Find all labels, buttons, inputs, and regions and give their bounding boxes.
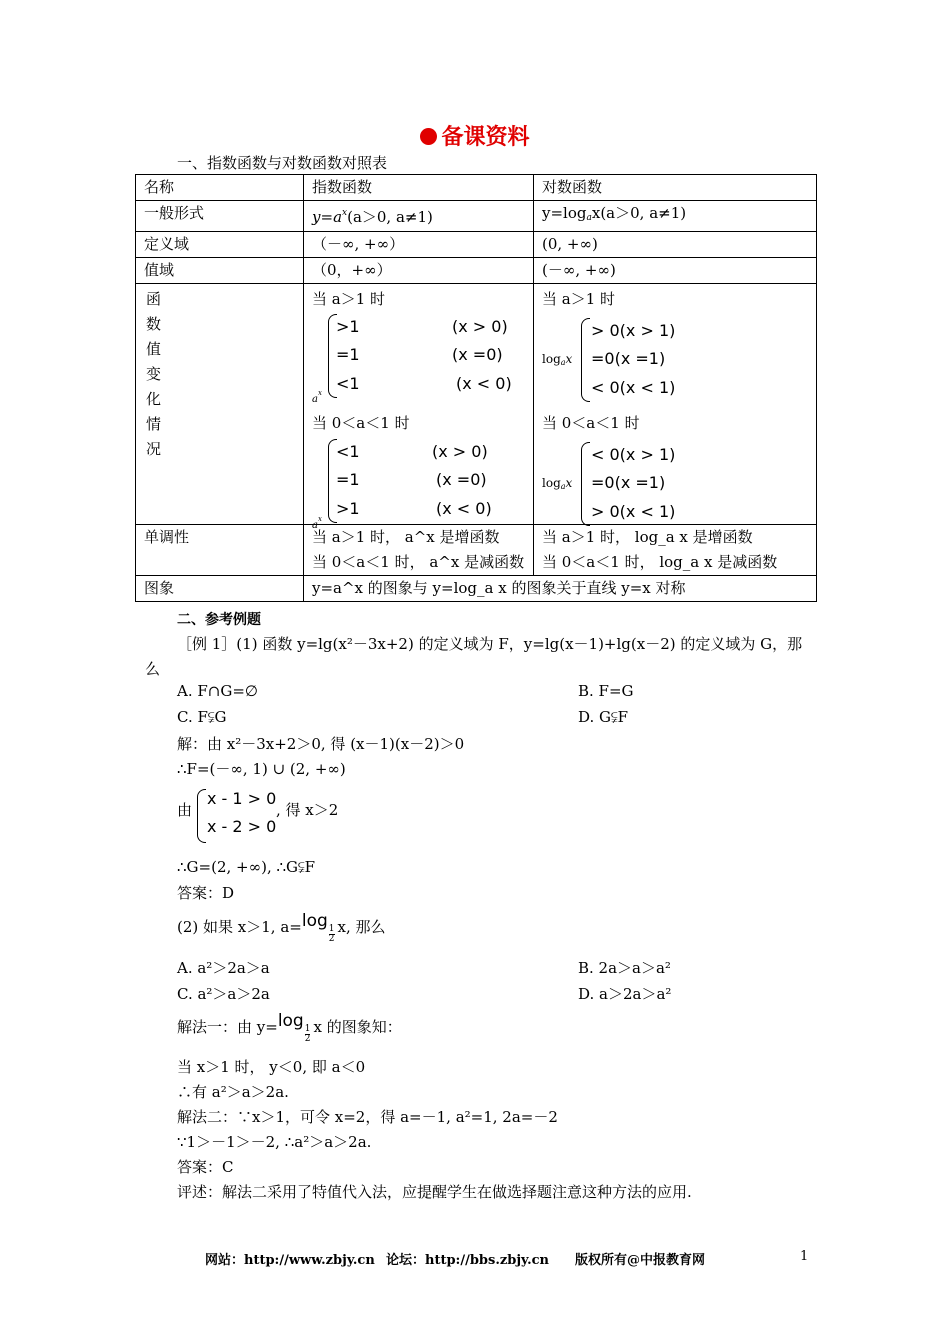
system-row: x - 2 > 0	[207, 817, 277, 836]
table-row-domain	[136, 232, 817, 258]
red-dot-icon	[420, 128, 437, 145]
case-row: =0(x =1)	[591, 473, 666, 492]
variation-char: 数	[146, 315, 162, 333]
table-row-graph	[136, 576, 817, 602]
exp-general: $y=a^x(a>0$, a≠1)	[304, 201, 534, 232]
option-b: B. F=G	[578, 682, 634, 700]
log-case2-label: 当 0＜a＜1 时	[542, 414, 640, 432]
section-1-heading: 一、指数函数与对数函数对照表	[177, 154, 388, 172]
exp-case2-label: 当 0＜a＜1 时	[312, 414, 410, 432]
table-row-mono	[136, 525, 817, 576]
mono-line: 当 0＜a＜1 时， log_a x 是减函数	[542, 553, 778, 571]
case-value: <1	[336, 374, 360, 393]
method-1-line-3: ∴有 a²＞a＞2a.	[177, 1083, 289, 1101]
solution-line-3-prefix: 由	[177, 801, 193, 819]
row-label: 图象	[136, 576, 304, 602]
variation-char: 情	[146, 415, 162, 433]
variation-char: 函	[146, 290, 162, 308]
case-cond: (x =0)	[452, 345, 503, 364]
case-row: =0(x =1)	[591, 349, 666, 368]
method-1-line-1: 解法一：由 y=log $\frac{1}{2}$ x 的图象知：	[177, 1011, 402, 1044]
page-number: 1	[800, 1249, 809, 1264]
system-row: x - 1 > 0	[207, 789, 277, 808]
log-case1-label: 当 a＞1 时	[542, 290, 616, 308]
method-1-line-2: 当 x＞1 时， y＜0, 即 a＜0	[177, 1058, 366, 1076]
exp-domain: （－∞, +∞）	[304, 232, 534, 258]
case-row: < 0(x < 1)	[591, 378, 676, 397]
fraction-half: $\frac{1}{2}$	[328, 923, 335, 944]
mono-line: 当 0＜a＜1 时， a^x 是减函数	[312, 553, 525, 571]
brace-icon	[581, 442, 590, 526]
question-2: (2) 如果 x＞1, a=log $\frac{1}{2}$ x, 那么	[177, 911, 386, 944]
footer-copyright: 版权所有@中报教育网	[575, 1253, 706, 1268]
solution-line-2: ∴F=(－∞, 1) ∪ (2, +∞)	[177, 760, 346, 778]
log-label-1: $\log_ax$	[542, 352, 573, 367]
option-c: C. F⫋G	[177, 708, 227, 726]
log-label-2: $\log_ax$	[542, 476, 573, 491]
case-value: <1	[336, 442, 360, 461]
variation-label	[136, 284, 304, 525]
solution-line-4: ∴G=(2, +∞), ∴G⫋F	[177, 858, 316, 876]
case-row: < 0(x > 1)	[591, 445, 676, 464]
header-name: 名称	[136, 175, 304, 201]
table-header-row	[136, 175, 817, 201]
table-row-general	[136, 201, 817, 232]
section-2-heading: 二、参考例题	[177, 612, 261, 628]
exp-base-2: $a^x$	[312, 515, 322, 531]
comparison-table	[135, 174, 817, 602]
case-cond: (x > 0)	[432, 442, 488, 461]
option-a: A. F∩G=∅	[177, 682, 258, 700]
case-cond: (x =0)	[436, 470, 487, 489]
fraction-half: $\frac{1}{2}$	[304, 1023, 311, 1044]
log-range: (－∞, +∞)	[534, 258, 817, 284]
row-label: 一般形式	[136, 201, 304, 232]
method-2-line-1: 解法二：∵x＞1，可令 x=2，得 a=－1, a²=1, 2a=－2	[177, 1108, 558, 1126]
exp-variation	[304, 284, 534, 531]
log-mono	[534, 525, 817, 576]
exp-mono	[304, 525, 534, 576]
q2-option-b: B. 2a＞a＞a²	[578, 959, 671, 977]
answer-2: 答案：C	[177, 1158, 234, 1176]
solution-line-3-suffix: , 得 x＞2	[276, 801, 339, 819]
table-row-range	[136, 258, 817, 284]
log-domain: (0, +∞)	[534, 232, 817, 258]
case-row: > 0(x > 1)	[591, 321, 676, 340]
mono-line: 当 a＞1 时， a^x 是增函数	[312, 528, 500, 546]
row-label: 值域	[136, 258, 304, 284]
variation-char: 化	[146, 390, 162, 408]
example1-question-cont: 么	[145, 660, 161, 678]
footer-site: 网站：http://www.zbjy.cn	[205, 1253, 375, 1268]
case-value: =1	[336, 470, 360, 489]
case-row: > 0(x < 1)	[591, 502, 676, 521]
comment: 评述：解法二采用了特值代入法，应提醒学生在做选择题注意这种方法的应用.	[177, 1183, 692, 1201]
case-value: >1	[336, 317, 360, 336]
q2-option-d: D. a＞2a＞a²	[578, 985, 672, 1003]
log-general: $y=\log_ax(a>0$, a≠1)	[534, 201, 817, 232]
method-2-line-2: ∵1＞－1＞－2, ∴a²＞a＞2a.	[177, 1133, 372, 1151]
q2-option-c: C. a²＞a＞2a	[177, 985, 270, 1003]
exp-base-1: $a^x$	[312, 389, 322, 405]
answer-1: 答案：D	[177, 884, 235, 902]
graph-text: y=a^x 的图象与 y=log_a x 的图象关于直线 y=x 对称	[304, 576, 817, 602]
case-value: >1	[336, 499, 360, 518]
header-exp: 指数函数	[304, 175, 534, 201]
table-row-variation	[136, 284, 817, 525]
case-cond: (x < 0)	[456, 374, 512, 393]
row-label: 定义域	[136, 232, 304, 258]
row-label: 单调性	[136, 525, 304, 576]
case-cond: (x < 0)	[436, 499, 492, 518]
case-value: =1	[336, 345, 360, 364]
case-cond: (x > 0)	[452, 317, 508, 336]
exp-case1-label: 当 a＞1 时	[312, 290, 386, 308]
mono-line: 当 a＞1 时， log_a x 是增函数	[542, 528, 753, 546]
brace-icon	[197, 789, 206, 843]
example1-question: ［例 1］(1) 函数 y=lg(x²－3x+2) 的定义域为 F，y=lg(x－1)+lg(x－2) 的定义域为 G，那	[177, 635, 803, 653]
exp-range: （0，+∞）	[304, 258, 534, 284]
log-variation	[534, 284, 817, 525]
page-title: 备课资料	[0, 120, 950, 151]
header-log: 对数函数	[534, 175, 817, 201]
brace-icon	[581, 318, 590, 402]
variation-char: 值	[146, 340, 162, 358]
option-d: D. G⫋F	[578, 708, 629, 726]
solution-line-1: 解：由 x²－3x+2＞0, 得 (x－1)(x－2)＞0	[177, 735, 465, 753]
variation-char: 变	[146, 365, 162, 383]
q2-option-a: A. a²＞2a＞a	[177, 959, 270, 977]
footer-forum: 论坛：http://bbs.zbjy.cn	[386, 1253, 550, 1268]
variation-char: 况	[146, 440, 162, 458]
